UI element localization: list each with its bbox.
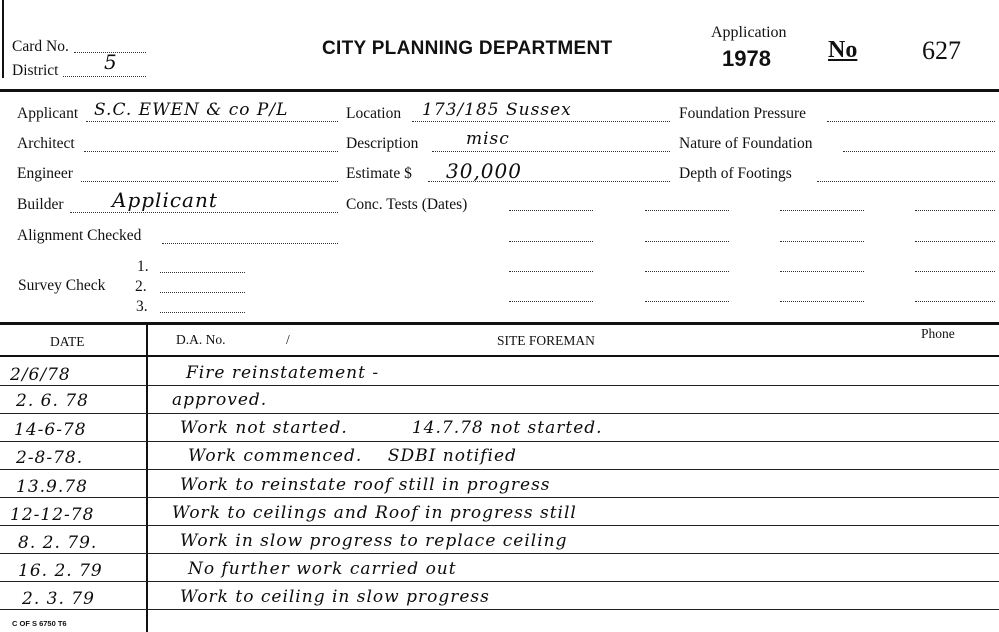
depth-footings-label: Depth of Footings bbox=[679, 165, 792, 182]
conc-test-1c bbox=[780, 210, 864, 211]
number-symbol: No bbox=[828, 37, 858, 63]
log-date: 12-12-78 bbox=[10, 505, 95, 525]
survey-line-1 bbox=[160, 272, 245, 273]
architect-label: Architect bbox=[17, 135, 75, 152]
application-year: 1978 bbox=[722, 46, 771, 71]
ruled-line bbox=[0, 525, 999, 526]
alignment-field bbox=[162, 243, 338, 244]
log-date: 2. 3. 79 bbox=[22, 589, 95, 609]
engineer-field bbox=[81, 181, 338, 182]
log-date: 13.9.78 bbox=[16, 477, 88, 497]
location-label: Location bbox=[346, 105, 402, 122]
log-date: 2-8-78. bbox=[16, 448, 84, 468]
log-top-rule bbox=[0, 322, 999, 325]
conc-test-4d bbox=[915, 301, 995, 302]
conc-test-3a bbox=[509, 271, 593, 272]
conc-test-3c bbox=[780, 271, 864, 272]
estimate-label: Estimate $ bbox=[346, 165, 412, 182]
header-rule bbox=[0, 89, 999, 92]
conc-test-2a bbox=[509, 241, 593, 242]
district-label: District bbox=[12, 62, 59, 79]
left-margin-line bbox=[2, 0, 4, 78]
conc-test-1b bbox=[645, 210, 729, 211]
description-value: misc bbox=[466, 129, 510, 149]
builder-value: Applicant bbox=[112, 188, 218, 212]
district-value: 5 bbox=[104, 50, 118, 74]
da-no-header: D.A. No. bbox=[176, 332, 226, 347]
log-header-rule bbox=[0, 355, 999, 357]
engineer-label: Engineer bbox=[17, 165, 73, 182]
ruled-line bbox=[0, 581, 999, 582]
log-date: 8. 2. 79. bbox=[18, 533, 98, 553]
applicant-label: Applicant bbox=[17, 105, 79, 122]
log-note: Work to ceiling in slow progress bbox=[180, 587, 490, 607]
description-label: Description bbox=[346, 135, 419, 152]
conc-test-4c bbox=[780, 301, 864, 302]
conc-test-3d bbox=[915, 271, 995, 272]
log-note: approved. bbox=[172, 390, 268, 410]
location-field bbox=[412, 121, 670, 122]
date-column-divider bbox=[146, 325, 148, 632]
da-no-slash: / bbox=[286, 332, 290, 347]
foundation-pressure-field bbox=[827, 121, 995, 122]
conc-test-1d bbox=[915, 210, 995, 211]
ruled-line bbox=[0, 385, 999, 386]
ruled-line bbox=[0, 497, 999, 498]
ruled-line bbox=[0, 469, 999, 470]
ruled-line bbox=[0, 609, 999, 610]
location-value: 173/185 Sussex bbox=[422, 100, 572, 120]
conc-tests-label: Conc. Tests (Dates) bbox=[346, 196, 468, 213]
log-date: 2/6/78 bbox=[10, 365, 71, 385]
phone-header: Phone bbox=[921, 326, 955, 341]
builder-field bbox=[70, 212, 338, 213]
foundation-pressure-label: Foundation Pressure bbox=[679, 105, 807, 122]
conc-test-4a bbox=[509, 301, 593, 302]
form-code: C OF S 6750 T6 bbox=[12, 619, 67, 628]
nature-foundation-field bbox=[843, 151, 995, 152]
log-note: Work not started. 14.7.78 not started. bbox=[180, 418, 603, 438]
conc-test-3b bbox=[645, 271, 729, 272]
ruled-line bbox=[0, 553, 999, 554]
department-title: CITY PLANNING DEPARTMENT bbox=[322, 38, 613, 59]
application-number: 627 bbox=[922, 36, 961, 65]
log-note: Work to reinstate roof still in progress bbox=[180, 475, 551, 495]
description-field bbox=[432, 151, 670, 152]
survey-line-2-label: 2. bbox=[135, 278, 147, 295]
application-label: Application bbox=[711, 24, 787, 41]
conc-test-2b bbox=[645, 241, 729, 242]
log-date: 2. 6. 78 bbox=[16, 391, 89, 411]
log-note: No further work carried out bbox=[188, 559, 457, 579]
ruled-line bbox=[0, 441, 999, 442]
survey-line-3 bbox=[160, 312, 245, 313]
conc-test-4b bbox=[645, 301, 729, 302]
site-foreman-header: SITE FOREMAN bbox=[497, 333, 595, 348]
survey-line-3-label: 3. bbox=[136, 298, 148, 315]
applicant-field bbox=[86, 121, 338, 122]
estimate-value: 30,000 bbox=[446, 159, 522, 183]
survey-line-2 bbox=[160, 292, 245, 293]
conc-test-2c bbox=[780, 241, 864, 242]
conc-test-2d bbox=[915, 241, 995, 242]
nature-foundation-label: Nature of Foundation bbox=[679, 135, 813, 152]
district-field bbox=[63, 76, 146, 77]
survey-line-1-label: 1. bbox=[137, 258, 149, 275]
log-note: Fire reinstatement - bbox=[186, 363, 380, 383]
log-note: Work commenced. SDBI notified bbox=[188, 446, 517, 466]
architect-field bbox=[84, 151, 338, 152]
depth-footings-field bbox=[817, 181, 995, 182]
builder-label: Builder bbox=[17, 196, 64, 213]
alignment-label: Alignment Checked bbox=[17, 227, 142, 244]
date-header: DATE bbox=[50, 334, 85, 349]
log-date: 16. 2. 79 bbox=[18, 561, 103, 581]
applicant-value: S.C. EWEN & co P/L bbox=[94, 100, 289, 120]
log-note: Work to ceilings and Roof in progress still bbox=[172, 503, 577, 523]
survey-check-label: Survey Check bbox=[18, 277, 106, 294]
ruled-line bbox=[0, 413, 999, 414]
card-no-label: Card No. bbox=[12, 38, 69, 55]
log-note: Work in slow progress to replace ceiling bbox=[180, 531, 568, 551]
conc-test-1a bbox=[509, 210, 593, 211]
log-date: 14-6-78 bbox=[14, 420, 87, 440]
